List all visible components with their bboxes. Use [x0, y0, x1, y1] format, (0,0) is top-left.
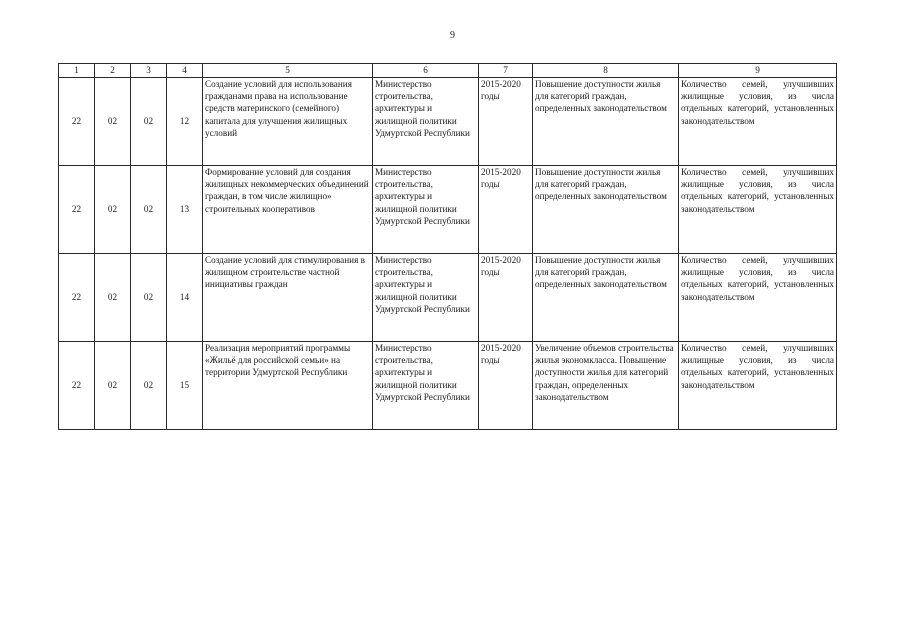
- cell-code-2: 02: [95, 166, 131, 254]
- header-cell-5: 5: [203, 64, 373, 78]
- header-cell-3: 3: [131, 64, 167, 78]
- header-cell-9: 9: [679, 64, 837, 78]
- cell-period: 2015-2020 годы: [479, 342, 533, 430]
- header-cell-7: 7: [479, 64, 533, 78]
- header-cell-6: 6: [373, 64, 479, 78]
- cell-code-1: 22: [59, 254, 95, 342]
- header-cell-8: 8: [533, 64, 679, 78]
- table-row: [59, 254, 837, 342]
- cell-indicator: Количество семей, улучшивших жилищные условия, из числа отдельных категорий, установленных законодательством: [679, 254, 837, 342]
- header-cell-4: 4: [167, 64, 203, 78]
- table-row: [59, 342, 837, 430]
- cell-expected-result: Повышение доступности жилья для категорий граждан, определенных законодательством: [533, 254, 679, 342]
- page-number: 9: [450, 30, 455, 41]
- cell-code-3: 02: [131, 254, 167, 342]
- cell-code-4: 12: [167, 78, 203, 166]
- cell-code-1: 22: [59, 78, 95, 166]
- cell-code-1: 22: [59, 166, 95, 254]
- program-table: [58, 63, 837, 430]
- cell-code-2: 02: [95, 78, 131, 166]
- cell-period: 2015-2020 годы: [479, 254, 533, 342]
- cell-code-2: 02: [95, 342, 131, 430]
- table-row: [59, 166, 837, 254]
- header-row: [59, 64, 837, 78]
- cell-code-4: 15: [167, 342, 203, 430]
- cell-indicator: Количество семей, улучшивших жилищные условия, из числа отдельных категорий, установленных законодательством: [679, 166, 837, 254]
- cell-expected-result: Повышение доступности жилья для категорий граждан, определенных законодательством: [533, 78, 679, 166]
- cell-measure-name: Реализация мероприятий программы «Жильё для российской семьи» на территории Удмуртской Республики: [203, 342, 373, 430]
- cell-code-3: 02: [131, 78, 167, 166]
- cell-measure-name: Создание условий для стимулирования в жилищном строительстве частной инициативы граждан: [203, 254, 373, 342]
- cell-code-4: 14: [167, 254, 203, 342]
- header-cell-2: 2: [95, 64, 131, 78]
- cell-expected-result: Увеличение объемов строительства жилья экономкласса. Повышение доступности жилья для категорий граждан, определенных законодательством: [533, 342, 679, 430]
- cell-expected-result: Повышение доступности жилья для категорий граждан, определенных законодательством: [533, 166, 679, 254]
- cell-executor: Министерство строительства, архитектуры и жилищной политики Удмуртской Республики: [373, 254, 479, 342]
- cell-code-4: 13: [167, 166, 203, 254]
- cell-code-3: 02: [131, 342, 167, 430]
- cell-code-3: 02: [131, 166, 167, 254]
- cell-period: 2015-2020 годы: [479, 78, 533, 166]
- cell-executor: Министерство строительства, архитектуры и жилищной политики Удмуртской Республики: [373, 166, 479, 254]
- cell-executor: Министерство строительства, архитектуры и жилищной политики Удмуртской Республики: [373, 78, 479, 166]
- cell-indicator: Количество семей, улучшивших жилищные условия, из числа отдельных категорий, установленных законодательством: [679, 78, 837, 166]
- cell-indicator: Количество семей, улучшивших жилищные условия, из числа отдельных категорий, установленных законодательством: [679, 342, 837, 430]
- cell-executor: Министерство строительства, архитектуры и жилищной политики Удмуртской Республики: [373, 342, 479, 430]
- header-cell-1: 1: [59, 64, 95, 78]
- cell-measure-name: Формирование условий для создания жилищных некоммерческих объединений граждан, в том числе жилищно» строительных кооперативов: [203, 166, 373, 254]
- cell-code-1: 22: [59, 342, 95, 430]
- cell-period: 2015-2020 годы: [479, 166, 533, 254]
- cell-measure-name: Создание условий для использования гражданами права на использование средств материнского (семейного) капитала для улучшения жилищных условий: [203, 78, 373, 166]
- table-row: [59, 78, 837, 166]
- cell-code-2: 02: [95, 254, 131, 342]
